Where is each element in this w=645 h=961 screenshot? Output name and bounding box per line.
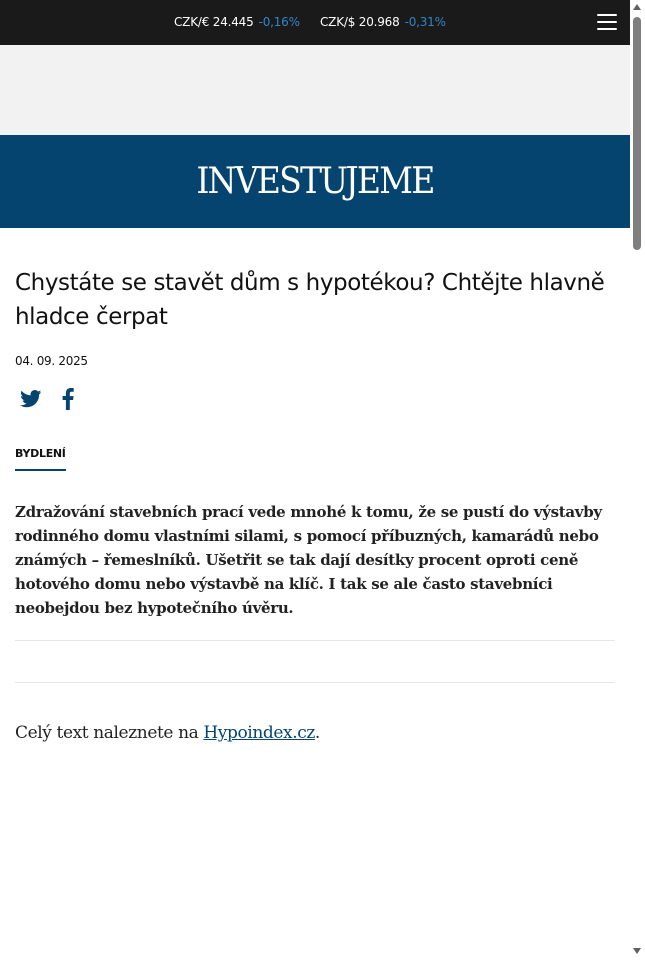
article-perex: Zdražování stavebních prací vede mnohé k tomu, že se pustí do výstavby rodinného domu vlastními silami, s pomocí příbuzných, kamarádů nebo známých – řemeslníků. Ušetřit se tak dají desítky procent oproti ceně hotového domu nebo výstavbě na klíč. I tak se ale často stavebníci neobejdou bez hypotečního úvěru. <box>15 503 602 617</box>
source-prefix: Celý text naleznete na <box>15 723 204 743</box>
scroll-up-arrow-icon[interactable] <box>633 4 641 10</box>
scroll-thumb[interactable] <box>633 17 641 250</box>
share-facebook-button[interactable] <box>62 386 80 412</box>
currency-ticker <box>0 0 630 45</box>
divider <box>15 682 615 683</box>
vertical-scrollbar[interactable] <box>630 0 645 961</box>
hamburger-menu-icon[interactable] <box>597 13 617 31</box>
site-logo[interactable] <box>0 135 630 228</box>
source-link[interactable]: Hypoindex.cz <box>203 723 315 743</box>
scroll-down-arrow-icon[interactable] <box>633 948 641 954</box>
rate-czk-usd-change: -0,31% <box>404 15 446 29</box>
category-tag[interactable]: BYDLENÍ <box>15 447 66 471</box>
twitter-icon <box>20 390 42 408</box>
rate-czk-eur-value: CZK/€ 24.445 <box>174 15 254 29</box>
share-twitter-button[interactable] <box>20 386 46 412</box>
rate-czk-eur <box>174 15 300 29</box>
divider <box>15 640 615 641</box>
site-logo-text: INVESTUJEME <box>196 161 434 202</box>
ad-placeholder <box>0 45 630 135</box>
rate-czk-usd-value: CZK/$ 20.968 <box>320 15 400 29</box>
facebook-icon <box>62 388 74 410</box>
rate-czk-usd <box>320 15 446 29</box>
brand-banner <box>0 135 630 228</box>
article-date: 04. 09. 2025 <box>15 354 88 368</box>
rate-czk-eur-change: -0,16% <box>258 15 300 29</box>
source-note <box>15 723 320 743</box>
source-suffix: . <box>314 723 320 743</box>
article-title: Chystáte se stavět dům s hypotékou? Chtějte hlavně hladce čerpat <box>15 270 605 330</box>
